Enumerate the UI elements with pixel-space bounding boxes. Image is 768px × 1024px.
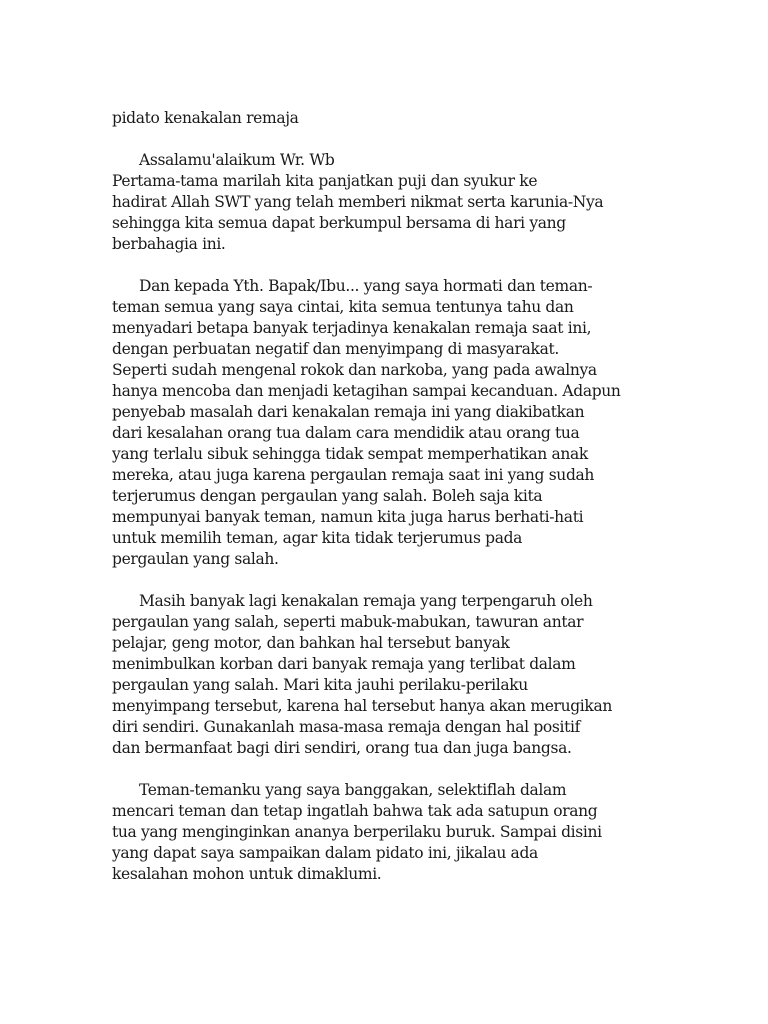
text-line: pergaulan yang salah. Mari kita jauhi perilaku-perilaku (112, 676, 528, 694)
text-line: mempunyai banyak teman, namun kita juga harus berhati-hati (112, 508, 584, 526)
text-line: diri sendiri. Gunakanlah masa-masa remaja dengan hal positif (112, 718, 580, 736)
text-line: Masih banyak lagi kenakalan remaja yang terpengaruh oleh (139, 592, 593, 610)
greeting-line: Assalamu'alaikum Wr. Wb (139, 151, 335, 169)
text-line: dari kesalahan orang tua dalam cara mendidik atau orang tua (112, 424, 580, 442)
text-line: berbahagia ini. (112, 235, 226, 253)
document-body (112, 108, 657, 906)
text-line: Seperti sudah mengenal rokok dan narkoba, yang pada awalnya (112, 361, 597, 379)
text-line: tua yang menginginkan ananya berperilaku buruk. Sampai disini (112, 823, 602, 841)
text-line: mereka, atau juga karena pergaulan remaja saat ini yang sudah (112, 466, 595, 484)
text-line: Dan kepada Yth. Bapak/Ibu... yang saya hormati dan teman- (139, 277, 593, 295)
text-line: terjerumus dengan pergaulan yang salah. Boleh saja kita (112, 487, 543, 505)
text-line: penyebab masalah dari kenakalan remaja ini yang diakibatkan (112, 403, 585, 421)
text-line: menyadari betapa banyak terjadinya kenakalan remaja saat ini, (112, 319, 592, 337)
text-line: untuk memilih teman, agar kita tidak terjerumus pada (112, 529, 523, 547)
paragraph-opening (112, 150, 657, 255)
paragraph-4 (112, 780, 657, 885)
text-line: teman semua yang saya cintai, kita semua tentunya tahu dan (112, 298, 574, 316)
text-line: menimbulkan korban dari banyak remaja yang terlibat dalam (112, 655, 576, 673)
text-line: menyimpang tersebut, karena hal tersebut hanya akan merugikan (112, 697, 612, 715)
paragraph-3 (112, 591, 657, 759)
text-line: kesalahan mohon untuk dimaklumi. (112, 865, 382, 883)
text-line: mencari teman dan tetap ingatlah bahwa tak ada satupun orang (112, 802, 598, 820)
text-line: pergaulan yang salah. (112, 550, 279, 568)
text-line: Teman-temanku yang saya banggakan, selektiflah dalam (139, 781, 567, 799)
paragraph-2 (112, 276, 657, 570)
text-line: hadirat Allah SWT yang telah memberi nikmat serta karunia-Nya (112, 193, 604, 211)
text-line: yang dapat saya sampaikan dalam pidato ini, jikalau ada (112, 844, 538, 862)
text-line: yang terlalu sibuk sehingga tidak sempat memperhatikan anak (112, 445, 588, 463)
text-line: pergaulan yang salah, seperti mabuk-mabukan, tawuran antar (112, 613, 584, 631)
text-line: sehingga kita semua dapat berkumpul bersama di hari yang (112, 214, 566, 232)
text-line: dengan perbuatan negatif dan menyimpang di masyarakat. (112, 340, 559, 358)
text-line: pelajar, geng motor, dan bahkan hal tersebut banyak (112, 634, 510, 652)
text-line: hanya mencoba dan menjadi ketagihan sampai kecanduan. Adapun (112, 382, 621, 400)
text-line: Pertama-tama marilah kita panjatkan puji dan syukur ke (112, 172, 538, 190)
text-line: dan bermanfaat bagi diri sendiri, orang tua dan juga bangsa. (112, 739, 572, 757)
document-title: pidato kenakalan remaja (112, 109, 299, 127)
